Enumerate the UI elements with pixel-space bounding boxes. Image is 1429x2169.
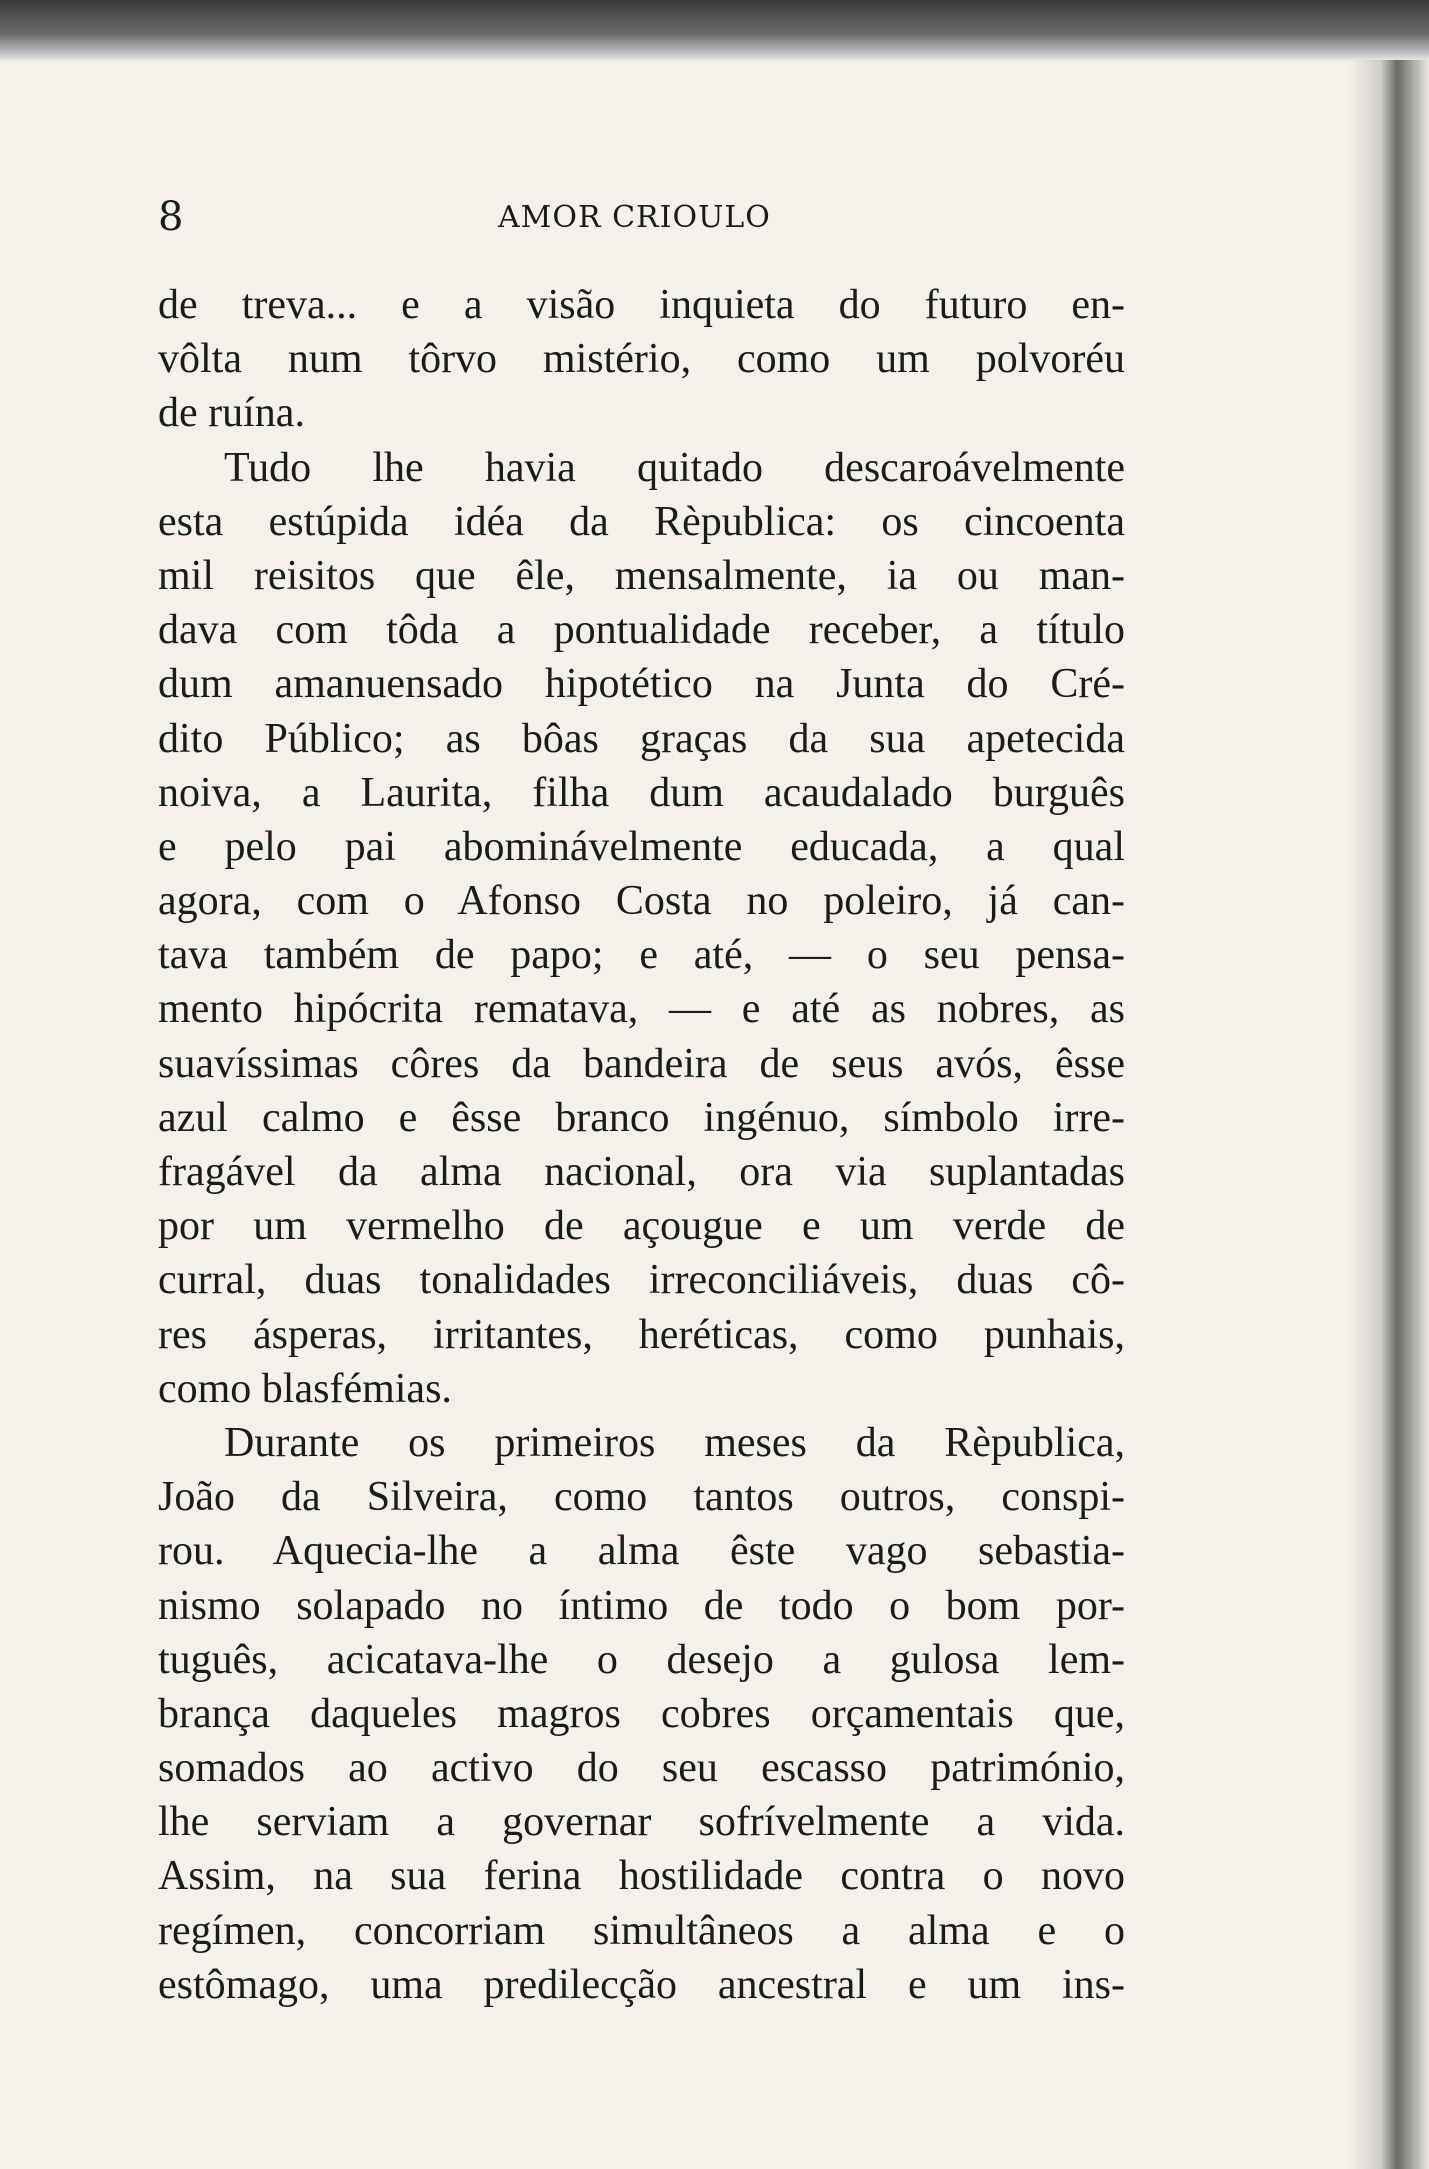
text-line: e pelo pai abominávelmente educada, a qual: [158, 823, 1125, 870]
text-line: esta estúpida idéa da Rèpublica: os cincoenta: [158, 498, 1125, 545]
body-text: [158, 278, 1125, 2012]
text-line: curral, duas tonalidades irreconciliáveis, duas cô-: [158, 1257, 1125, 1304]
text-line: de treva... e a visão inquieta do futuro en-: [158, 282, 1125, 328]
text-line: azul calmo e êsse branco ingénuo, símbolo irre-: [158, 1094, 1125, 1141]
text-line: dito Público; as bôas graças da sua apetecida: [158, 715, 1125, 762]
text-line: mil reisitos que êle, mensalmente, ia ou man-: [158, 552, 1125, 599]
text-line: tava também de papo; e até, — o seu pensa-: [158, 932, 1125, 979]
text-line: brança daqueles magros cobres orçamentais que,: [158, 1690, 1125, 1737]
text-line: dava com tôda a pontualidade receber, a título: [158, 607, 1125, 654]
text-line: noiva, a Laurita, filha dum acaudalado burguês: [158, 769, 1125, 816]
text-line: regímen, concorriam simultâneos a alma e o: [158, 1907, 1125, 1954]
text-line: fragável da alma nacional, ora via suplantadas: [158, 1149, 1125, 1195]
text-line: lhe serviam a governar sofrívelmente a vida.: [158, 1799, 1125, 1846]
scan-binding-shadow: [1349, 60, 1429, 2169]
text-line: Tudo lhe havia quitado descaroávelmente: [224, 444, 1125, 491]
text-line: somados ao activo do seu escasso património,: [158, 1745, 1125, 1792]
text-line: suavíssimas côres da bandeira de seus avós, êsse: [158, 1040, 1125, 1087]
text-line: Assim, na sua ferina hostilidade contra o novo: [158, 1853, 1125, 1900]
page-header: [158, 192, 1125, 242]
text-line: vôlta num tôrvo mistério, como um polvoréu: [158, 336, 1125, 383]
text-line: dum amanuensado hipotético na Junta do Cré-: [158, 661, 1125, 708]
running-title: AMOR CRIOULO: [498, 200, 771, 235]
scan-top-shadow: [0, 0, 1429, 62]
text-line: estômago, uma predilecção ancestral e um ins-: [158, 1961, 1125, 2008]
text-line: João da Silveira, como tantos outros, conspi-: [158, 1474, 1125, 1521]
text-line: por um vermelho de açougue e um verde de: [158, 1203, 1125, 1250]
text-line: mento hipócrita rematava, — e até as nobres, as: [158, 986, 1125, 1033]
text-line: Durante os primeiros meses da Rèpublica,: [224, 1419, 1125, 1466]
page-number: 8: [158, 194, 184, 240]
text-line: de ruína.: [158, 390, 305, 437]
text-line: rou. Aquecia-lhe a alma êste vago sebastia-: [158, 1528, 1125, 1575]
text-line: como blasfémias.: [158, 1365, 452, 1412]
text-line: nismo solapado no íntimo de todo o bom por-: [158, 1582, 1125, 1629]
text-line: res ásperas, irritantes, heréticas, como punhais,: [158, 1311, 1125, 1358]
text-line: tuguês, acicatava-lhe o desejo a gulosa lem-: [158, 1636, 1125, 1683]
text-line: agora, com o Afonso Costa no poleiro, já can-: [158, 878, 1125, 925]
